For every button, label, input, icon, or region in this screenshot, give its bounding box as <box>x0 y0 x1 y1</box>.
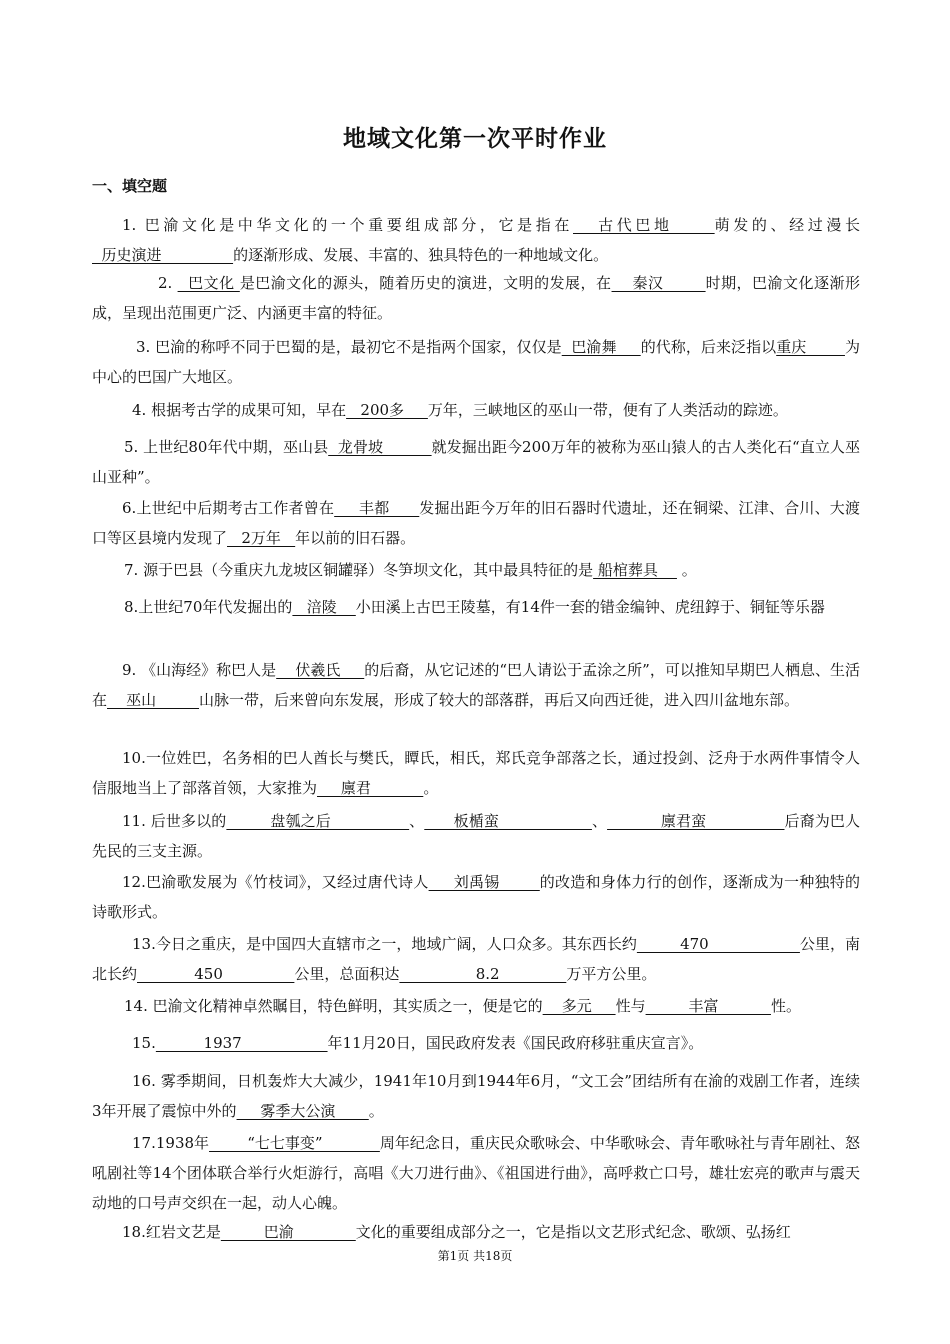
question-text: 公里，南北长约 <box>92 935 860 983</box>
question-text: 年11月20日，国民政府发表《国民政府移驻重庆宣言》。 <box>327 1034 704 1052</box>
question-2 <box>92 268 860 328</box>
question-text: 时期，巴渝文化逐渐形成，呈现出范围更广泛、内涵更丰富的特征。 <box>92 274 860 322</box>
page-footer: 第1页 共18页 <box>437 1249 513 1263</box>
section-heading: 一、填空题 <box>92 177 168 195</box>
question-4 <box>92 395 860 425</box>
question-text: 14. 巴渝文化精神卓然瞩目，特色鲜明，其实质之一，便是它的 <box>124 997 543 1015</box>
question-text: 文化的重要组成部分之一，它是指以文艺形式纪念、歌颂、弘扬红 <box>355 1223 791 1241</box>
answer-blank: 古代巴地 <box>573 216 715 234</box>
question-9 <box>92 655 860 715</box>
question-text: 9. 《山海经》称巴人是 <box>122 661 277 679</box>
question-text: 小田溪上古巴王陵墓，有14件一套的错金编钟、虎纽錞于、铜钲等乐器 <box>355 598 825 616</box>
question-18 <box>92 1217 860 1247</box>
question-text: 17.1938年 <box>132 1134 210 1152</box>
answer-blank: 450 <box>137 965 295 983</box>
answer-blank: 廪君 <box>317 779 424 797</box>
answer-blank: 盘瓠之后 <box>226 812 410 830</box>
question-text: 是巴渝文化的源头，随着历史的演进，文明的发展，在 <box>239 274 612 292</box>
question-text: 山脉一带，后来曾向东发展，形成了较大的部落群，再后又向西迁徙，进入四川盆地东部。 <box>199 691 800 709</box>
question-1 <box>92 210 860 270</box>
answer-blank: 巫山 <box>107 691 200 709</box>
question-text: 13.今日之重庆，是中国四大直辖市之一，地域广阔，人口众多。其东西长约 <box>132 935 637 953</box>
question-text: 公里，总面积达 <box>294 965 400 983</box>
answer-blank: 巴文化 <box>177 274 240 292</box>
answer-blank: 丰都 <box>334 499 420 517</box>
question-5 <box>92 432 860 492</box>
answer-blank: 龙骨坡 <box>328 438 432 456</box>
question-7 <box>92 555 860 585</box>
question-text: 3. 巴渝的称呼不同于巴蜀的是，最初它不是指两个国家，仅仅是 <box>136 338 562 356</box>
answer-blank: 历史演进 <box>92 246 234 264</box>
question-text: 萌发的、经过漫长 <box>714 216 860 234</box>
page-title: 地域文化第一次平时作业 <box>343 126 607 152</box>
answer-blank: 巴渝舞 <box>561 338 641 356</box>
question-14 <box>92 991 860 1021</box>
question-text: 的改造和身体力行的创作，逐渐成为一种独特的诗歌形式。 <box>92 873 860 921</box>
answer-blank: 秦汉 <box>611 274 706 292</box>
question-text: 周年纪念日，重庆民众歌咏会、中华歌咏会、青年歌咏社与青年剧社、怒吼剧社等14个团体联合举行火炬游行，高唱《大刀进行曲》、《祖国进行曲》，高呼救亡口号，雄壮宏亮的歌声与震天动地的口号声交织在一起，动人心魄。 <box>92 1134 860 1212</box>
question-13 <box>92 929 860 989</box>
question-text: 5. 上世纪80年代中期，巫山县 <box>124 438 329 456</box>
question-text: 、 <box>591 812 608 830</box>
answer-blank: 伏羲氏 <box>276 661 365 679</box>
answer-blank: 雾季大公演 <box>236 1102 369 1120</box>
question-text: 的逐渐形成、发展、丰富的、独具特色的一种地域文化。 <box>233 246 609 264</box>
question-text: 18.红岩文艺是 <box>122 1223 221 1241</box>
answer-blank: 丰富 <box>645 997 771 1015</box>
answer-blank: 2万年 <box>227 529 296 547</box>
question-text: 10.一位姓巴，名务相的巴人酋长与樊氏，瞫氏，相氏，郑氏竞争部落之长，通过投剑、泛舟于水两件事情令人信服地当上了部落首领，大家推为 <box>92 749 860 797</box>
question-text: 16. 雾季期间，日机轰炸大大减少，1941年10月到1944年6月，“文工会”团结所有在渝的戏剧工作者，连续3年开展了震惊中外的 <box>92 1072 860 1120</box>
question-text: 性与 <box>615 997 646 1015</box>
question-text: 11. 后世多以的 <box>122 812 227 830</box>
question-text: 。 <box>676 561 697 579</box>
question-text: 的代称，后来泛指以 <box>640 338 777 356</box>
answer-blank: 重庆 <box>776 338 845 356</box>
question-17 <box>92 1128 860 1218</box>
question-text: 7. 源于巴县（今重庆九龙坡区铜罐驿）冬笋坝文化，其中最具特征的是 <box>124 561 594 579</box>
question-text: 为中心的巴国广大地区。 <box>92 338 860 386</box>
answer-blank: 刘禹锡 <box>428 873 540 891</box>
question-text: 后裔为巴人先民的三支主源。 <box>92 812 860 860</box>
question-12 <box>92 867 860 927</box>
answer-blank: “七七事变” <box>209 1134 380 1152</box>
answer-blank: 470 <box>636 935 800 953</box>
question-text: 发掘出距今万年的旧石器时代遗址，还在铜梁、江津、合川、大渡口等区县境内发现了 <box>92 499 860 547</box>
question-text: 1. 巴渝文化是中华文化的一个重要组成部分，它是指在 <box>122 216 574 234</box>
answer-blank: 板楯蛮 <box>424 812 592 830</box>
question-text: 性。 <box>770 997 801 1015</box>
question-8 <box>92 592 860 622</box>
question-text: 15. <box>132 1034 156 1052</box>
question-text: 6.上世纪中后期考古工作者曾在 <box>122 499 335 517</box>
question-15 <box>92 1028 860 1058</box>
answer-blank: 船棺葬具 <box>593 561 677 579</box>
question-11 <box>92 806 860 866</box>
question-16 <box>92 1066 860 1126</box>
question-text: 。 <box>423 779 439 797</box>
question-text: 、 <box>409 812 425 830</box>
answer-blank: 廪君蛮 <box>607 812 785 830</box>
question-text: 12.巴渝歌发展为《竹枝词》，又经过唐代诗人 <box>122 873 429 891</box>
question-text: 的后裔，从它记述的“巴人请讼于孟涂之所”，可以推知早期巴人栖息、生活在 <box>92 661 860 709</box>
answer-blank: 巴渝 <box>220 1223 356 1241</box>
answer-blank: 8.2 <box>399 965 567 983</box>
answer-blank: 多元 <box>542 997 616 1015</box>
question-text: 4. 根据考古学的成果可知，早在 <box>132 401 347 419</box>
question-text: 万平方公里。 <box>566 965 657 983</box>
answer-blank: 涪陵 <box>292 598 356 616</box>
answer-blank: 1937 <box>155 1034 328 1052</box>
question-3 <box>92 332 860 392</box>
question-text: 就发掘出距今200万年的被称为巫山猿人的古人类化石“直立人巫山亚种”。 <box>92 438 860 486</box>
answer-blank: 200多 <box>346 401 428 419</box>
question-text: 。 <box>368 1102 384 1120</box>
question-6 <box>92 493 860 553</box>
question-text: 8.上世纪70年代发掘出的 <box>124 598 293 616</box>
question-text: 万年，三峡地区的巫山一带，便有了人类活动的踪迹。 <box>427 401 788 419</box>
question-10 <box>92 743 860 803</box>
question-text: 年以前的旧石器。 <box>295 529 416 547</box>
question-text: 2. <box>158 274 178 292</box>
